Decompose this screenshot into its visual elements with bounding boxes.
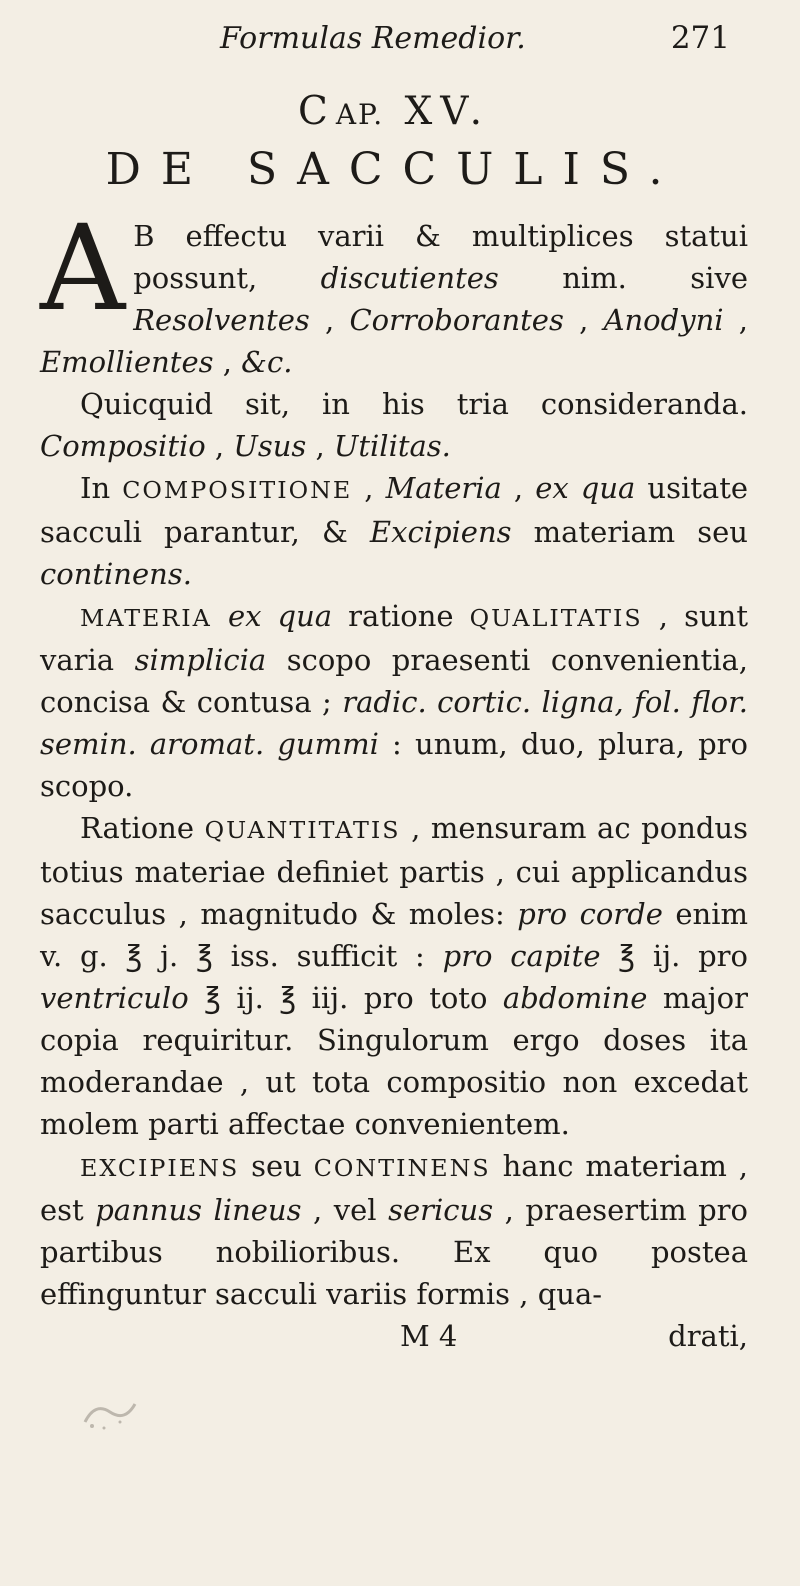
- paragraph-5: Ratione QUANTITATIS , mensuram ac pondus totius materiae definiet partis , cui applicandus sacculus , magnitudo & moles: pro corde enim v. g. ℥ j. ℥ iss. sufficit : pro capite ℥ ij. pro ventriculo ℥ ij. ℥ iij. pro toto abdomine major copia requiritur. Singulorum ergo doses ita moderandae , ut tota compositio non excedat molem parti affectae convenientem.: [40, 810, 748, 1141]
- paragraph-1: A B effectu varii & multiplices statui possunt, discutientes nim. sive Resolventes , Corroborantes , Anodyni , Emollientes , &c.: [40, 198, 749, 379]
- chapter-title: [40, 89, 748, 136]
- chapter-prefix: C: [297, 89, 336, 135]
- catchword: drati,: [668, 1318, 748, 1353]
- drop-cap: A: [40, 198, 126, 337]
- paragraph-4: MATERIA ex qua ratione QUALITATIS , sunt varia simplicia scopo praesenti convenientia, concisa & contusa ; radic. cortic. ligna, fol. flor. semin. aromat. gummi : unum, duo, plura, pro scopo.: [40, 598, 748, 803]
- chapter-prefix-rest: AP.: [335, 98, 385, 132]
- running-title: Formulas Remedior.: [220, 21, 526, 56]
- printer-ornament-icon: [80, 1392, 140, 1432]
- paragraph-3: In COMPOSITIONE , Materia , ex qua usitate sacculi parantur, & Excipiens materiam seu continens.: [40, 470, 749, 591]
- signature-mark: M 4: [400, 1318, 458, 1353]
- body-text: [40, 198, 749, 1357]
- chapter-number: XV.: [404, 89, 491, 135]
- paragraph-2: Quicquid sit, in his tria consideranda. Compositio , Usus , Utilitas.: [40, 386, 748, 463]
- page-number: 271: [670, 20, 730, 56]
- running-head: [40, 20, 748, 57]
- page-footer: [40, 1315, 748, 1357]
- paragraph-6: EXCIPIENS seu CONTINENS hanc materiam , est pannus lineus , vel sericus , praesertim pro partibus nobilioribus. Ex quo postea effinguntur sacculi variis formis , qua-: [40, 1148, 748, 1311]
- section-heading: DE SACCULIS.: [105, 143, 683, 195]
